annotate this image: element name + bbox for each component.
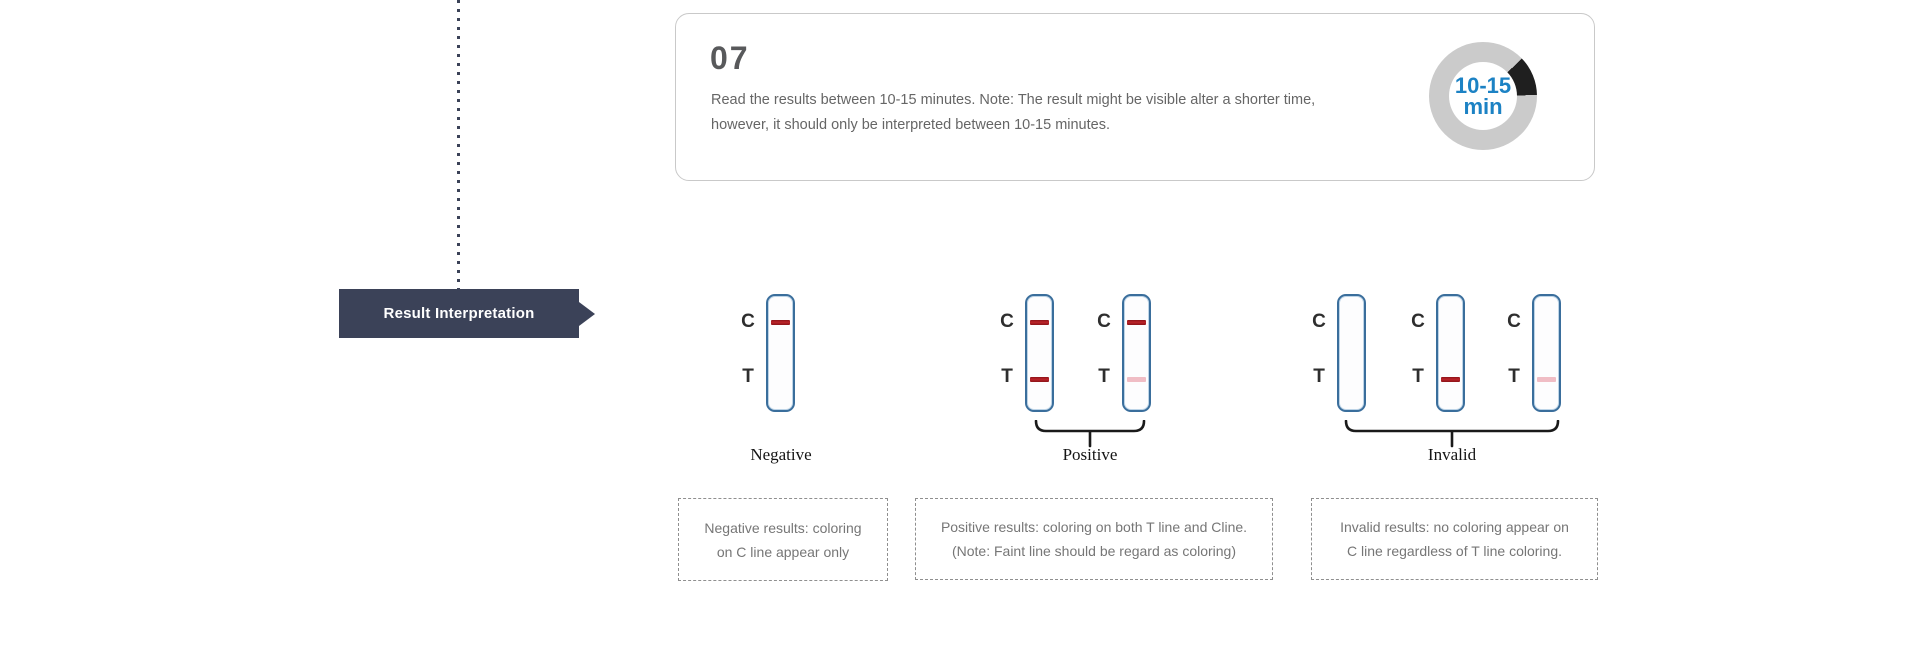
- note-text: Negative results: coloring: [704, 519, 862, 536]
- dotted-connector-line: [457, 0, 460, 290]
- test-line: [1030, 377, 1049, 382]
- result-caption-positive: Positive: [1062, 445, 1118, 464]
- note-box-positive: [915, 498, 1273, 580]
- test-strip-invalid-1: [1337, 294, 1366, 412]
- note-text: (Note: Faint line should be regard as coloring): [951, 543, 1237, 559]
- control-line: [771, 320, 790, 325]
- test-line: [1441, 377, 1460, 382]
- group-bracket-icon: [1034, 420, 1146, 448]
- section-tag-label: Result Interpretation: [383, 305, 535, 322]
- test-line-faint: [1127, 377, 1146, 382]
- test-strip-negative: [766, 294, 795, 412]
- note-text: Invalid results: no coloring appear on: [1340, 519, 1569, 535]
- test-strip-positive-2: [1122, 294, 1151, 412]
- control-line-label: C: [1411, 311, 1425, 332]
- test-line-label: T: [1412, 366, 1424, 387]
- timer-face: [1449, 62, 1517, 130]
- control-line: [1030, 320, 1049, 325]
- result-caption-invalid: Invalid: [1427, 445, 1477, 464]
- timer-value: 10-15: [1454, 73, 1512, 98]
- test-strip-invalid-3: [1532, 294, 1561, 412]
- group-bracket-icon: [1344, 420, 1560, 448]
- step-description: [711, 88, 1351, 138]
- timer-unit: min: [1463, 94, 1503, 119]
- control-line-label: C: [741, 311, 755, 332]
- note-text: Positive results: coloring on both T line and Cline.: [940, 519, 1248, 535]
- test-line-label: T: [1001, 366, 1013, 387]
- test-line-label: T: [1098, 366, 1110, 387]
- control-line-label: C: [1097, 311, 1111, 332]
- step-number: 07: [710, 40, 750, 76]
- note-box-negative: [678, 498, 888, 581]
- note-text: C line regardless of T line coloring.: [1346, 543, 1563, 559]
- test-line-label: T: [742, 366, 754, 387]
- result-caption-negative: Negative: [750, 445, 812, 464]
- note-box-invalid: [1311, 498, 1598, 580]
- control-line-label: C: [1312, 311, 1326, 332]
- test-strip-positive-1: [1025, 294, 1054, 412]
- arrow-right-icon: [579, 302, 595, 326]
- section-tag-result-interpretation: [339, 289, 579, 338]
- control-line: [1127, 320, 1146, 325]
- control-line-label: C: [1000, 311, 1014, 332]
- note-text: on C line appear only: [716, 543, 850, 560]
- timer-icon: [1429, 42, 1537, 150]
- test-line-faint: [1537, 377, 1556, 382]
- test-strip-invalid-2: [1436, 294, 1465, 412]
- test-line-label: T: [1508, 366, 1520, 387]
- test-line-label: T: [1313, 366, 1325, 387]
- control-line-label: C: [1507, 311, 1521, 332]
- step-description-line-2: however, it should only be interpreted between 10-15 minutes.: [711, 117, 1110, 133]
- step-description-line-1: Read the results between 10-15 minutes. Note: The result might be visible alter a shorter time,: [711, 92, 1316, 108]
